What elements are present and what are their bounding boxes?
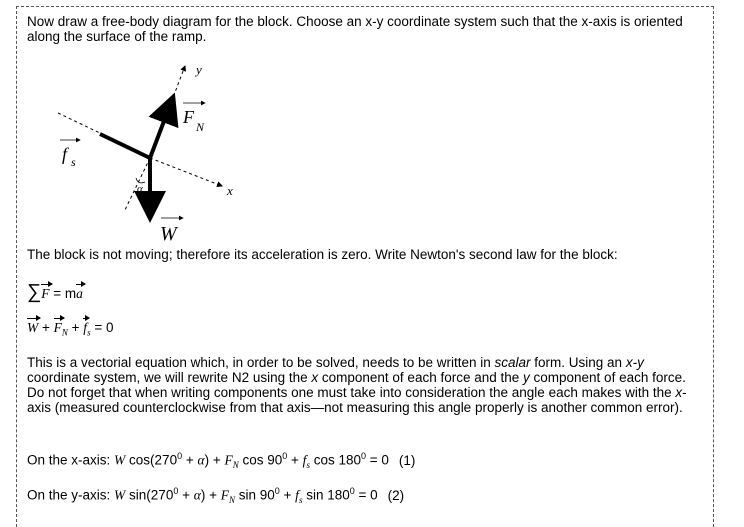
label-y: y <box>196 62 202 77</box>
x-axis-line <box>150 158 222 186</box>
eq1-rest: = m <box>49 286 77 301</box>
label-w: W <box>160 223 177 245</box>
eq1-F: F <box>41 286 50 301</box>
explanation-paragraph: This is a vectorial equation which, in order to be solved, needs to be written in scalar form. Using an x-y coordinate system, we will rewrite N2 using the x component of each force and the y component of each force. Do not forget that when writing components one must take into consideration the angle each makes with the x-axis (measured counterclockwise from that axis—not measuring this angle properly is another common error). <box>27 355 687 415</box>
sigma-symbol: ∑ <box>27 281 42 303</box>
label-x: x <box>227 183 233 198</box>
intro-text: Now draw a free-body diagram for the block. Choose an x-y coordinate system such that the x-axis is oriented along the surface of the ramp. <box>27 14 683 44</box>
y-axis-equation: On the y-axis: W $\sin(270^0 + \alpha) + F_N$ $\sin 90^0 + f_s$ $\sin 180^0 = 0$ (2) <box>27 486 405 506</box>
eq2-W: W <box>27 320 39 335</box>
x-axis-equation: On the x-axis: W $\cos(270^0 + \alpha) + F_N$ $\cos 90^0 + f_s$ $\cos 180^0 = 0$ (1) <box>27 451 416 471</box>
equation-2: $W + F_N + f_s = 0$ <box>27 320 114 338</box>
free-body-diagram <box>0 0 744 250</box>
equation-1 <box>27 281 83 304</box>
label-alpha: α <box>137 183 143 195</box>
label-fn-sub: N <box>196 120 205 134</box>
normal-force-arrow <box>150 100 172 158</box>
friction-dashed-line <box>56 112 104 135</box>
label-fs-sub: s <box>71 155 76 169</box>
eq1-a: a <box>76 286 83 301</box>
label-fs: f <box>62 144 68 164</box>
friction-force-arrow <box>100 134 150 158</box>
eq2-F: F <box>53 320 62 335</box>
statement-text: The block is not moving; therefore its acceleration is zero. Write Newton's second law for the block: <box>27 247 618 262</box>
label-fn: F <box>183 107 194 127</box>
eq2-f: f <box>83 320 88 335</box>
